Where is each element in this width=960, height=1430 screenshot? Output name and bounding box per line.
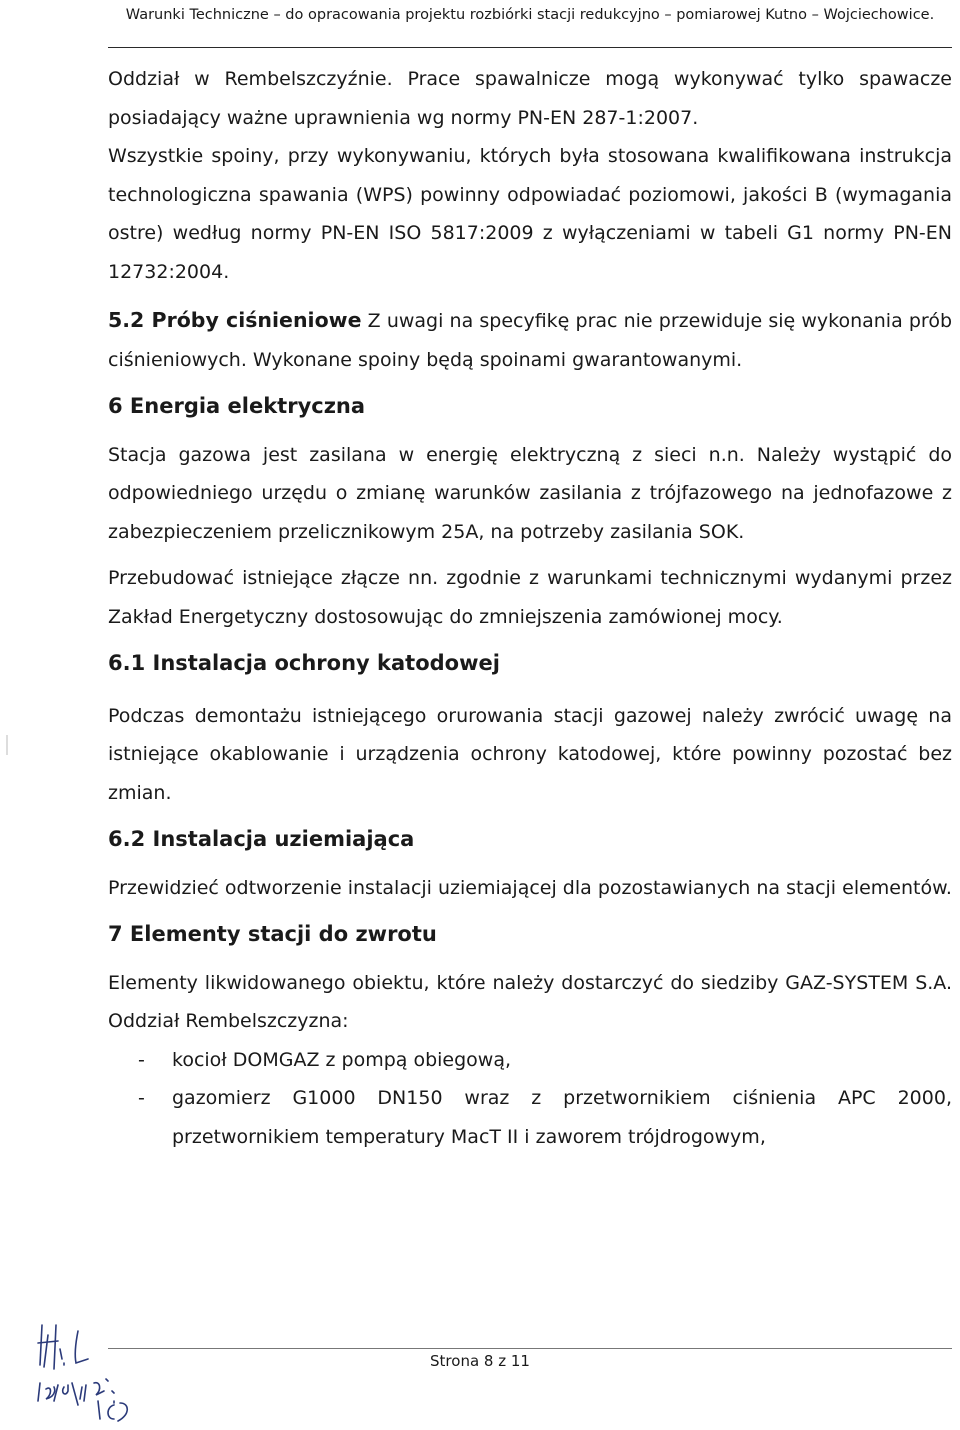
section-6-paragraph-2: Przebudować istniejące złącze nn. zgodnie z warunkami technicznymi wydanymi przez Zakład Energetyczny dostosowując do zmniejszenia zamówionej mocy.	[108, 567, 952, 628]
section-5-2-text: Z uwagi na specyfikę prac nie przewiduje się wykonania prób ciśnieniowych. Wykonane spoiny będą spoinami gwarantowanymi.	[108, 310, 953, 371]
return-items-list	[108, 1041, 952, 1157]
list-item-text: kocioł DOMGAZ z pompą obiegową,	[172, 1048, 512, 1071]
list-dash: -	[138, 1048, 145, 1071]
paragraph-welds-quality: Wszystkie spoiny, przy wykonywaniu, których była stosowana kwalifikowana instrukcja technologiczna spawania (WPS) powinny odpowiadać poziomowi, jakości B (wymagania ostre) według normy PN-EN ISO 5817:2009 z wyłączeniami w tabeli G1 normy PN-EN 12732:2004.	[108, 145, 952, 283]
page-footer	[0, 1352, 960, 1370]
section-5-2	[108, 301, 952, 379]
section-6-2-heading: 6.2 Instalacja uziemiająca	[108, 827, 415, 851]
margin-mark	[6, 735, 8, 755]
document-body	[108, 60, 952, 1156]
handwritten-signature	[34, 1315, 154, 1425]
page-number: Strona 8 z 11	[430, 1352, 530, 1370]
footer-divider	[108, 1348, 952, 1349]
paragraph-welders: Oddział w Rembelszczyźnie. Prace spawalnicze mogą wykonywać tylko spawacze posiadający ważne uprawnienia wg normy PN-EN 287-1:2007.	[108, 68, 952, 129]
section-6-paragraph-1: Stacja gazowa jest zasilana w energię elektryczną z sieci n.n. Należy wystąpić do odpowiedniego urzędu o zmianę warunków zasilania z trójfazowego na jednofazowe z zabezpieczeniem przelicznikowym 25A, na potrzeby zasilania SOK.	[108, 443, 952, 543]
list-item-text: gazomierz G1000 DN150 wraz z przetwornikiem ciśnienia APC 2000, przetwornikiem temperatury MacT II i zaworem trójdrogowym,	[172, 1087, 952, 1148]
section-6-2-text: Przewidzieć odtworzenie instalacji uziemiającej dla pozostawianych na stacji elementów.	[108, 876, 952, 899]
section-6-1-text: Podczas demontażu istniejącego orurowania stacji gazowej należy zwrócić uwagę na istniejące okablowanie i urządzenia ochrony katodowej, które powinny pozostać bez zmian.	[108, 704, 952, 804]
list-item	[108, 1079, 952, 1156]
header-divider	[108, 47, 952, 48]
section-5-2-heading: 5.2 Próby ciśnieniowe	[108, 308, 362, 332]
section-7-text: Elementy likwidowanego obiektu, które należy dostarczyć do siedziby GAZ-SYSTEM S.A. Oddział Rembelszczyzna:	[108, 971, 952, 1032]
section-6-heading: 6 Energia elektryczna	[108, 394, 366, 418]
list-item	[108, 1041, 952, 1080]
header-title: Warunki Techniczne – do opracowania projektu rozbiórki stacji redukcyjno – pomiarowej Kutno – Wojciechowice.	[125, 7, 935, 23]
page-header	[108, 6, 952, 24]
list-dash: -	[138, 1087, 145, 1109]
section-6-1-heading: 6.1 Instalacja ochrony katodowej	[108, 651, 500, 675]
section-7-heading: 7 Elementy stacji do zwrotu	[108, 922, 437, 946]
